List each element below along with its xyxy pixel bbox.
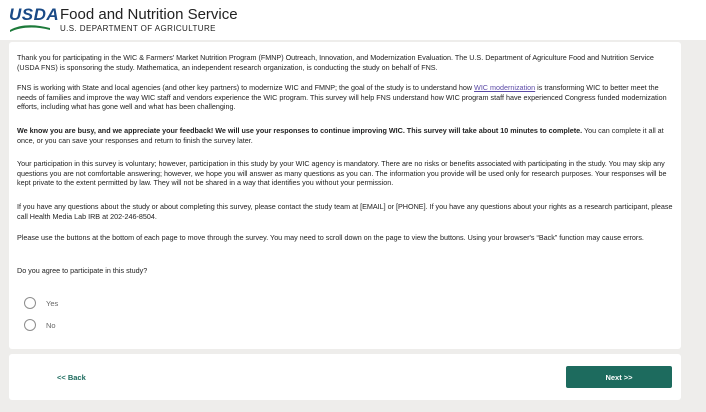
agency-title: Food and Nutrition Service (60, 6, 238, 23)
survey-card (9, 42, 681, 349)
intro-paragraph-2 (17, 83, 673, 112)
option-yes[interactable] (24, 296, 58, 310)
intro-paragraph-4: Your participation in this survey is voluntary; however, participation in this study by your WIC agency is mandatory. There are no risks or benefits associated with participating in the study. You may skip any questions you are not comfortable answering; however, we hope you will answer as many questions as you can. The information you provide will be used only for research purposes. Your responses will be kept private to the extent permitted by law. They will not be shared in a way that identifies you without your permission. (17, 159, 667, 188)
p2-before: FNS is working with State and local agencies (and other key partners) to modernize WIC and FMNP; the goal of the study is to understand how (17, 83, 475, 92)
question-text: Do you agree to participate in this study? (17, 266, 148, 275)
swoosh-icon (10, 24, 50, 32)
option-yes-label: Yes (46, 298, 59, 308)
usda-logo (9, 5, 60, 34)
option-no-label: No (46, 320, 56, 330)
back-button[interactable]: << Back (57, 373, 86, 382)
option-no[interactable] (24, 318, 56, 332)
p3-rest: You can complete it all at once, or you can save your responses and return to finish the survey later. (17, 126, 664, 145)
p2-after: is transforming WIC to better meet the needs of families and improve the way WIC staff and vendors experience the WIC program. This survey will help FNS understand how WIC program staff have experienced Congress funded modernization efforts, including what has gone well and what has been challenging. (17, 83, 667, 112)
intro-paragraph-3 (17, 126, 673, 145)
radio-yes[interactable] (24, 297, 36, 309)
intro-paragraph-6: Please use the buttons at the bottom of each page to move through the survey. You may need to scroll down on the page to view the buttons. Using your browser's “Back” function may cause errors. (17, 233, 644, 242)
intro-paragraph-5: If you have any questions about the study or about completing this survey, please contact the study team at [EMAIL] or [PHONE]. If you have any questions about your rights as a research participant, please call Health Media Lab IRB at 202-246-8504. (17, 202, 673, 221)
p3-bold: We know you are busy, and we appreciate your feedback! We will use your responses to continue improving WIC. This survey will take about 10 minutes to complete. (17, 126, 583, 135)
navigation-bar (9, 354, 681, 400)
intro-paragraph-1: Thank you for participating in the WIC & Farmers' Market Nutrition Program (FMNP) Outreach, Innovation, and Modernization Evaluation. The U.S. Department of Agriculture Food and Nutrition Service (USDA FNS) is sponsoring the study. Mathematica, an independent research organization, is conducting the study on behalf of FNS. (17, 53, 654, 72)
next-button[interactable]: Next >> (566, 366, 672, 388)
agency-subtitle: U.S. DEPARTMENT OF AGRICULTURE (60, 24, 216, 33)
wic-modernization-link[interactable]: WIC modernization (474, 83, 536, 92)
logo-text: USDA (9, 5, 60, 24)
radio-no[interactable] (24, 319, 36, 331)
site-header (0, 0, 706, 40)
